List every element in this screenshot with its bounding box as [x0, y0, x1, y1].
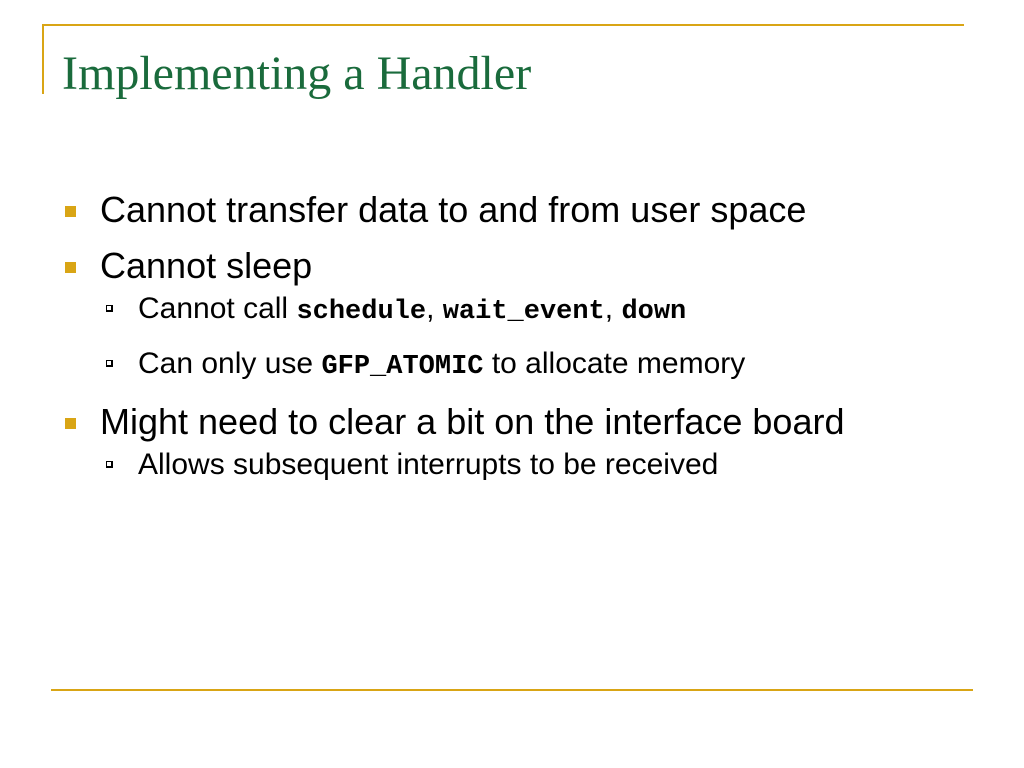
sub-bullet-text: Cannot call — [138, 292, 297, 325]
code-term: schedule — [296, 297, 427, 327]
bullet-item — [62, 402, 962, 482]
filled-square-bullet-icon — [65, 206, 76, 217]
hollow-square-bullet-icon — [106, 360, 113, 367]
filled-square-bullet-icon — [65, 418, 76, 429]
bottom-border-line — [51, 689, 973, 691]
bullet-list — [62, 190, 962, 500]
code-term: down — [621, 297, 687, 327]
sub-bullet-list — [62, 448, 962, 482]
hollow-square-bullet-icon — [106, 461, 113, 468]
slide-title: Implementing a Handler — [62, 47, 532, 100]
separator-text: , — [426, 292, 443, 325]
bullet-item — [62, 246, 962, 384]
filled-square-bullet-icon — [65, 262, 76, 273]
bullet-text: Cannot sleep — [100, 245, 313, 286]
sub-bullet-text: Allows subsequent interrupts to be received — [138, 448, 719, 481]
sub-bullet-text: Can only use — [138, 347, 322, 380]
hollow-square-bullet-icon — [106, 305, 113, 312]
sub-bullet-item — [62, 448, 962, 482]
code-term: wait_event — [442, 297, 605, 327]
left-border-line — [42, 24, 44, 94]
top-border-line — [42, 24, 964, 26]
bullet-text: Cannot transfer data to and from user space — [100, 189, 807, 230]
sub-bullet-text: to allocate memory — [483, 347, 746, 380]
sub-bullet-list — [62, 292, 962, 384]
code-term: GFP_ATOMIC — [321, 352, 484, 382]
bullet-item — [62, 190, 962, 230]
sub-bullet-item — [62, 292, 962, 329]
bullet-text: Might need to clear a bit on the interface board — [100, 401, 845, 442]
separator-text: , — [604, 292, 622, 325]
sub-bullet-item — [62, 347, 962, 384]
